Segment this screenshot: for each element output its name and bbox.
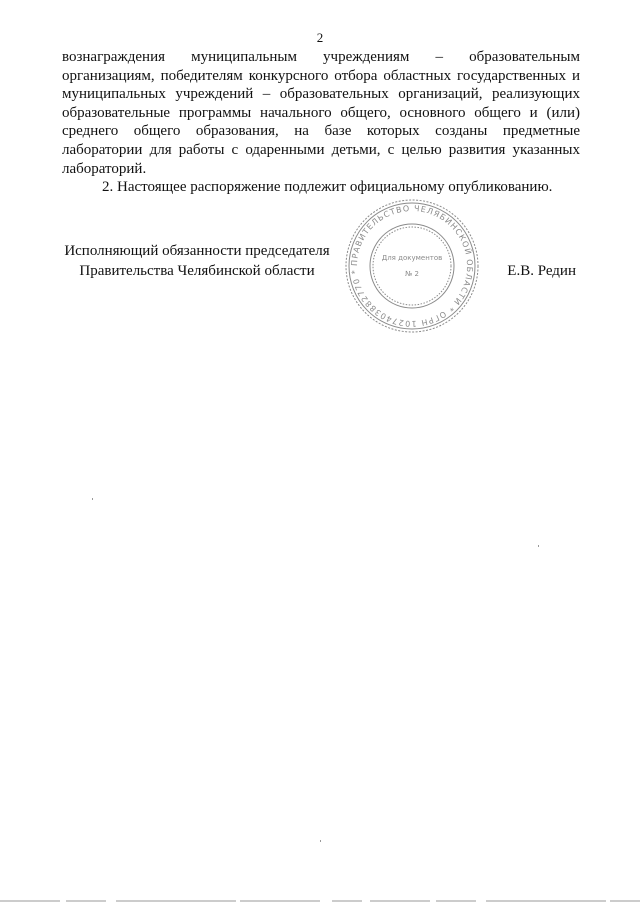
- document-body: [62, 48, 580, 197]
- scan-speck: [538, 545, 539, 547]
- signatory-position-line-2: Правительства Челябинской области: [79, 263, 315, 279]
- official-seal-stamp: [342, 196, 482, 336]
- seal-rings: [346, 200, 478, 332]
- seal-inner-line-2: № 2: [405, 270, 419, 278]
- seal-outer-text: [350, 204, 475, 328]
- scan-edge-line: [0, 900, 640, 902]
- seal-outer-textpath: ПРАВИТЕЛЬСТВО ЧЕЛЯБИНСКОЙ ОБЛАСТИ * ОГРН 1027403882770 *: [349, 203, 475, 329]
- signatory-position-line-1: Исполняющий обязанности председателя: [64, 243, 330, 259]
- seal-inner-line-1: Для документов: [381, 254, 443, 262]
- scan-speck: [92, 498, 93, 500]
- paragraph-publication-clause: 2. Настоящее распоряжение подлежит официальному опубликованию.: [102, 179, 553, 196]
- page-number: 2: [316, 30, 324, 45]
- paragraph-continuation: вознаграждения муниципальным учреждениям – образовательным организациям, победителям конкурсного отбора областных государственных и муниципальных учреждений – образовательных организаций, реализующих образовательные программы начального общего, основного общего и (или) среднего общего образования, на базе которых созданы предметные лаборатории для работы с одаренными детьми, с целью развития указанных лабораторий.: [62, 49, 580, 177]
- signatory-position: [62, 241, 332, 281]
- signatory-name: Е.В. Редин: [507, 263, 576, 279]
- scan-speck: [320, 840, 321, 842]
